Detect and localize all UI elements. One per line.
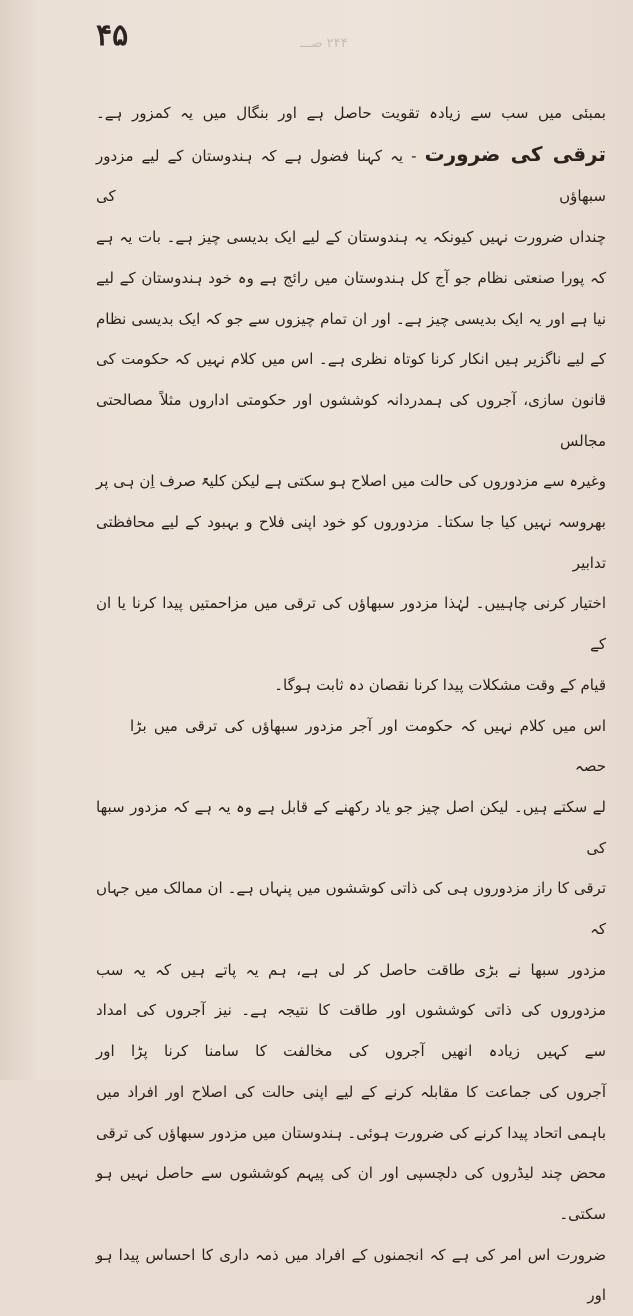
text-line: بمبئی میں سب سے زیادہ تقویت حاصل ہے اور بنگال میں یہ کمزور ہے۔ [96,104,606,122]
text-line: اختیار کرنی چاہییں۔ لہٰذا مزدور سبھاؤں کی ترقی میں مزاحمتیں پیدا کرنا یا ان کے [96,594,606,654]
text-line: باہمی اتحاد پیدا کرنے کی ضرورت ہوئی۔ ہندوستان میں مزدور سبھاؤں کی ترقی [96,1123,606,1142]
text-line: مزدوروں کی ذاتی کوششوں اور طاقت کا نتیجہ ہے۔ نیز آجروں کی امداد [96,1001,606,1020]
text-line: محض چند لیڈروں کی دلچسپی اور ان کی پیہم کوششوں سے حاصل نہیں ہو سکتی۔ [96,1164,606,1223]
text-line: قیام کے وقت مشکلات پیدا کرنا نقصان دہ ثابت ہوگا۔ [274,675,606,694]
text-line: لے سکتے ہیں۔ لیکن اصل چیز جو یاد رکھنے کے قابل ہے وہ یہ ہے کہ مزدور سبھا کی [96,797,606,857]
text-line: وغیرہ سے مزدوروں کی حالت میں اصلاح ہو سکتی ہے لیکن کلیۃً صرف اِن ہی پر [96,472,606,491]
text-line: سے کہیں زیادہ انھیں آجروں کی مخالفت کا سامنا کرنا پڑا اور [96,1042,606,1061]
bleed-through-text: ۲۴۴ صـــ [300,36,348,51]
text-line: آجروں کی جماعت کا مقابلہ کرنے کے لیے اپنی حالت کی اصلاح اور افراد میں [96,1082,606,1101]
text-line: قانون سازی، آجروں کی ہمدردانہ کوششوں اور حکومتی اداروں مثلاً مصالحتی مجالس [96,390,606,450]
text-line: اس میں کلام نہیں کہ حکومت اور آجر مزدور سبھاؤں کی ترقی میں بڑا حصہ [130,716,606,776]
text-line: چنداں ضرورت نہیں کیونکہ یہ ہندوستان کے لیے ایک بدیسی چیز ہے۔ بات یہ ہے [96,228,606,247]
section-heading: ترقی کی ضرورت [424,141,606,166]
text-line: کے لیے ناگزیر ہیں انکار کرنا کوتاہ نظری ہے۔ اس میں کلام نہیں کہ حکومت کی [96,350,606,369]
page-number: ۴۵ [96,18,129,53]
body-text [96,93,606,1316]
text-line: ترقی کا راز مزدوروں ہی کی ذاتی کوششوں میں پنہاں ہے۔ ان ممالک میں جہاں کہ [96,879,606,939]
text-line: ضرورت اس امر کی ہے کہ انجمنوں کے افراد میں ذمہ داری کا احساس پیدا ہو اور [96,1245,606,1305]
heading-line [96,134,606,217]
text-line: بھروسہ نہیں کیا جا سکتا۔ مزدوروں کو خود اپنی فلاح و بہبود کے لیے محافظتی تدابیر [96,513,606,572]
text-line: مزدور سبھا نے بڑی طاقت حاصل کر لی ہے، ہم یہ پاتے ہیں کہ یہ سب [96,960,606,979]
heading-line-text: - یہ کہنا فضول ہے کہ ہندوستان کے لیے مزدور سبھاؤں کی [96,146,606,206]
text-line: نیا ہے اور یہ ایک بدیسی چیز ہے۔ اور ان تمام چیزوں سے جو کہ ایک بدیسی نظام [96,309,606,328]
text-line: کہ پورا صنعتی نظام جو آج کل ہندوستان میں رائج ہے وہ خود ہندوستان کے لیے [96,268,606,287]
